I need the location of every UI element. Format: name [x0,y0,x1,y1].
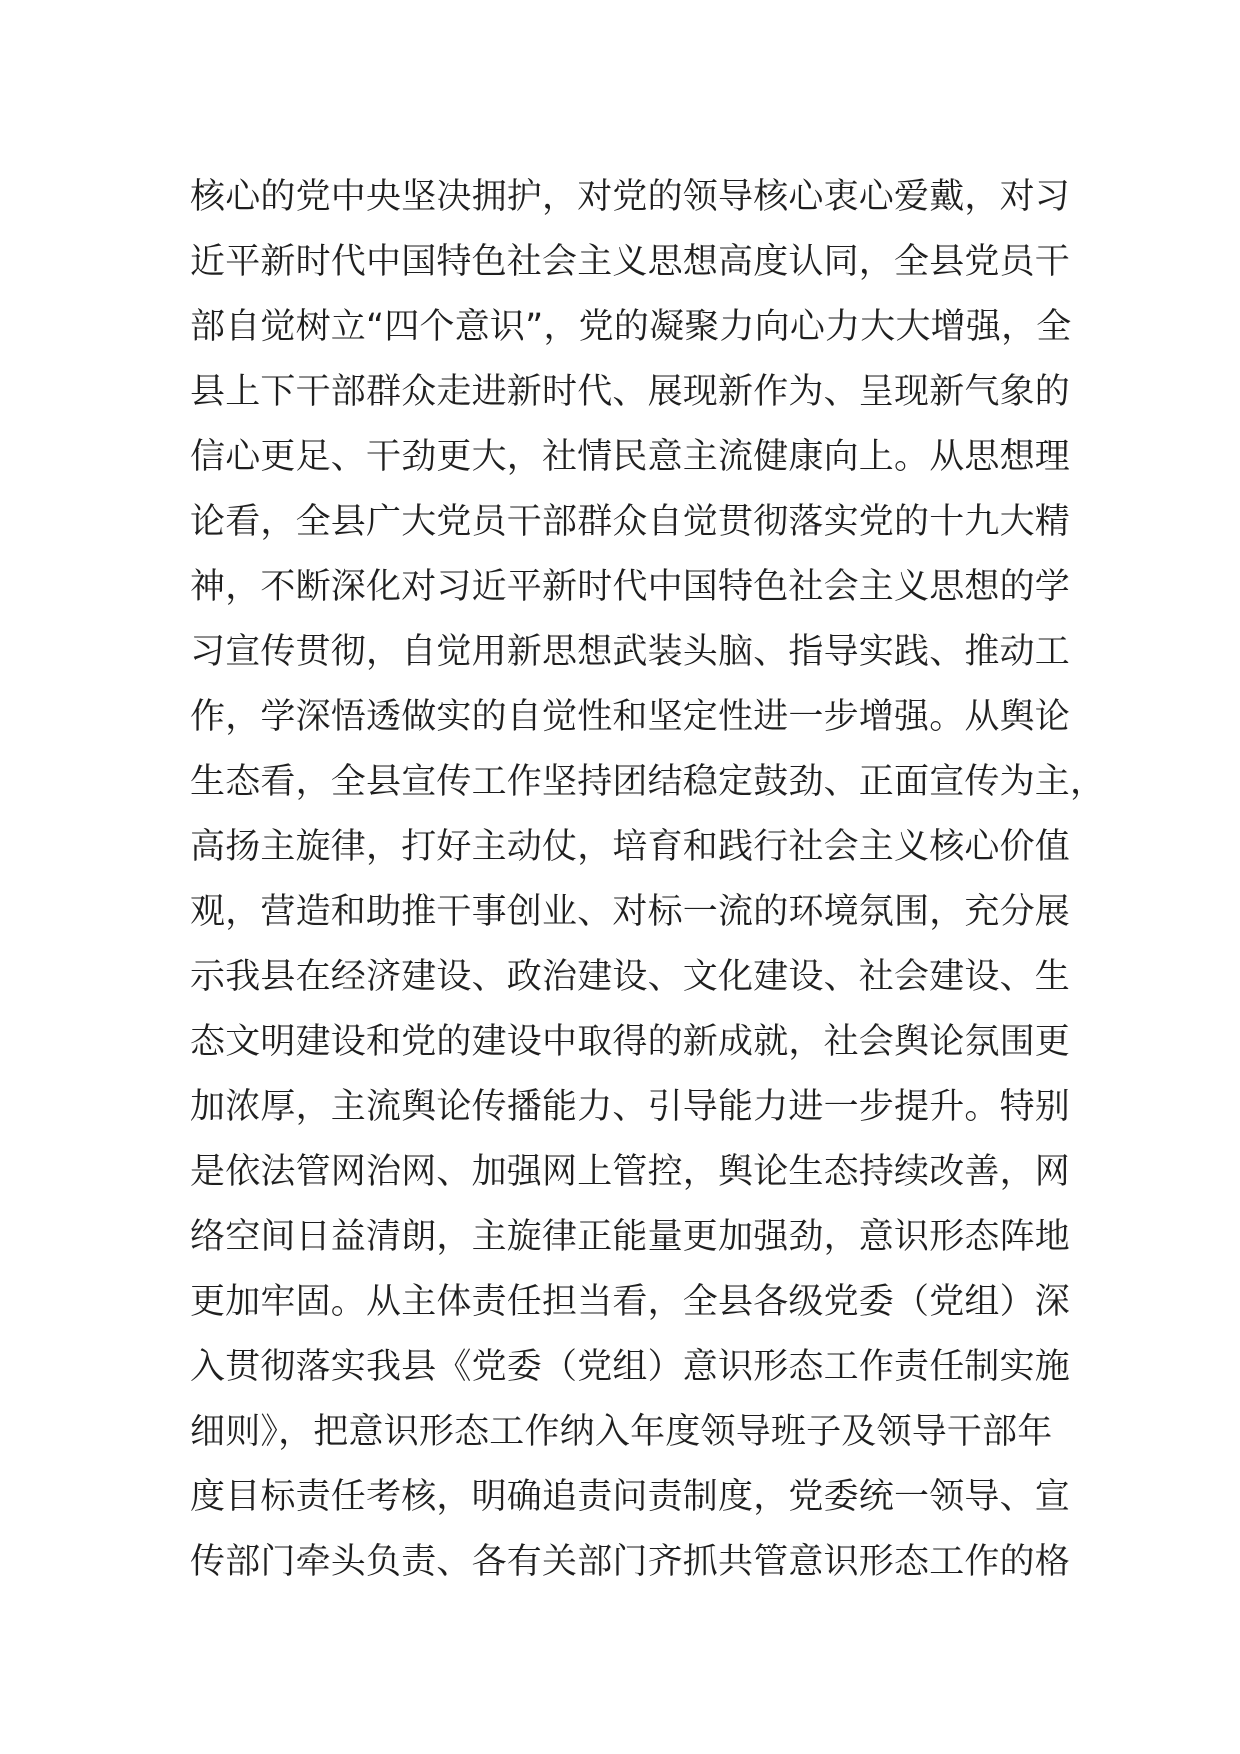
text-line-12: 观，营造和助推干事创业、对标一流的环境氛围，充分展 [190,892,1071,932]
body-text [190,165,1106,1595]
text-line-2: 近平新时代中国特色社会主义思想高度认同，全县党员干 [190,242,1071,282]
text-line-4: 县上下干部群众走进新时代、展现新作为、呈现新气象的 [190,372,1071,412]
text-line-10: 生态看，全县宣传工作坚持团结稳定鼓劲、正面宣传为主， [190,762,1106,802]
text-line-21: 度目标责任考核，明确追责问责制度，党委统一领导、宣 [190,1477,1071,1517]
text-line-6: 论看，全县广大党员干部群众自觉贯彻落实党的十九大精 [190,502,1071,542]
text-line-8: 习宣传贯彻，自觉用新思想武装头脑、指导实践、推动工 [190,632,1071,672]
text-line-17: 络空间日益清朗，主旋律正能量更加强劲，意识形态阵地 [190,1217,1071,1257]
text-line-13: 示我县在经济建设、政治建设、文化建设、社会建设、生 [190,957,1071,997]
text-line-19: 入贯彻落实我县《党委（党组）意识形态工作责任制实施 [190,1347,1071,1387]
text-line-3: 部自觉树立“四个意识”，党的凝聚力向心力大大增强，全 [190,307,1072,347]
text-line-20: 细则》，把意识形态工作纳入年度领导班子及领导干部年 [190,1412,1053,1452]
text-line-22: 传部门牵头负责、各有关部门齐抓共管意识形态工作的格 [190,1542,1071,1582]
text-line-7: 神，不断深化对习近平新时代中国特色社会主义思想的学 [190,567,1071,607]
text-line-14: 态文明建设和党的建设中取得的新成就，社会舆论氛围更 [190,1022,1071,1062]
text-line-9: 作，学深悟透做实的自觉性和坚定性进一步增强。从舆论 [190,697,1071,737]
text-line-18: 更加牢固。从主体责任担当看，全县各级党委（党组）深 [190,1282,1071,1322]
text-line-5: 信心更足、干劲更大，社情民意主流健康向上。从思想理 [190,437,1071,477]
text-line-15: 加浓厚，主流舆论传播能力、引导能力进一步提升。特别 [190,1087,1071,1127]
text-line-16: 是依法管网治网、加强网上管控，舆论生态持续改善，网 [190,1152,1071,1192]
text-line-1: 核心的党中央坚决拥护，对党的领导核心衷心爱戴，对习 [190,177,1071,217]
text-line-11: 高扬主旋律，打好主动仗，培育和践行社会主义核心价值 [190,827,1071,867]
